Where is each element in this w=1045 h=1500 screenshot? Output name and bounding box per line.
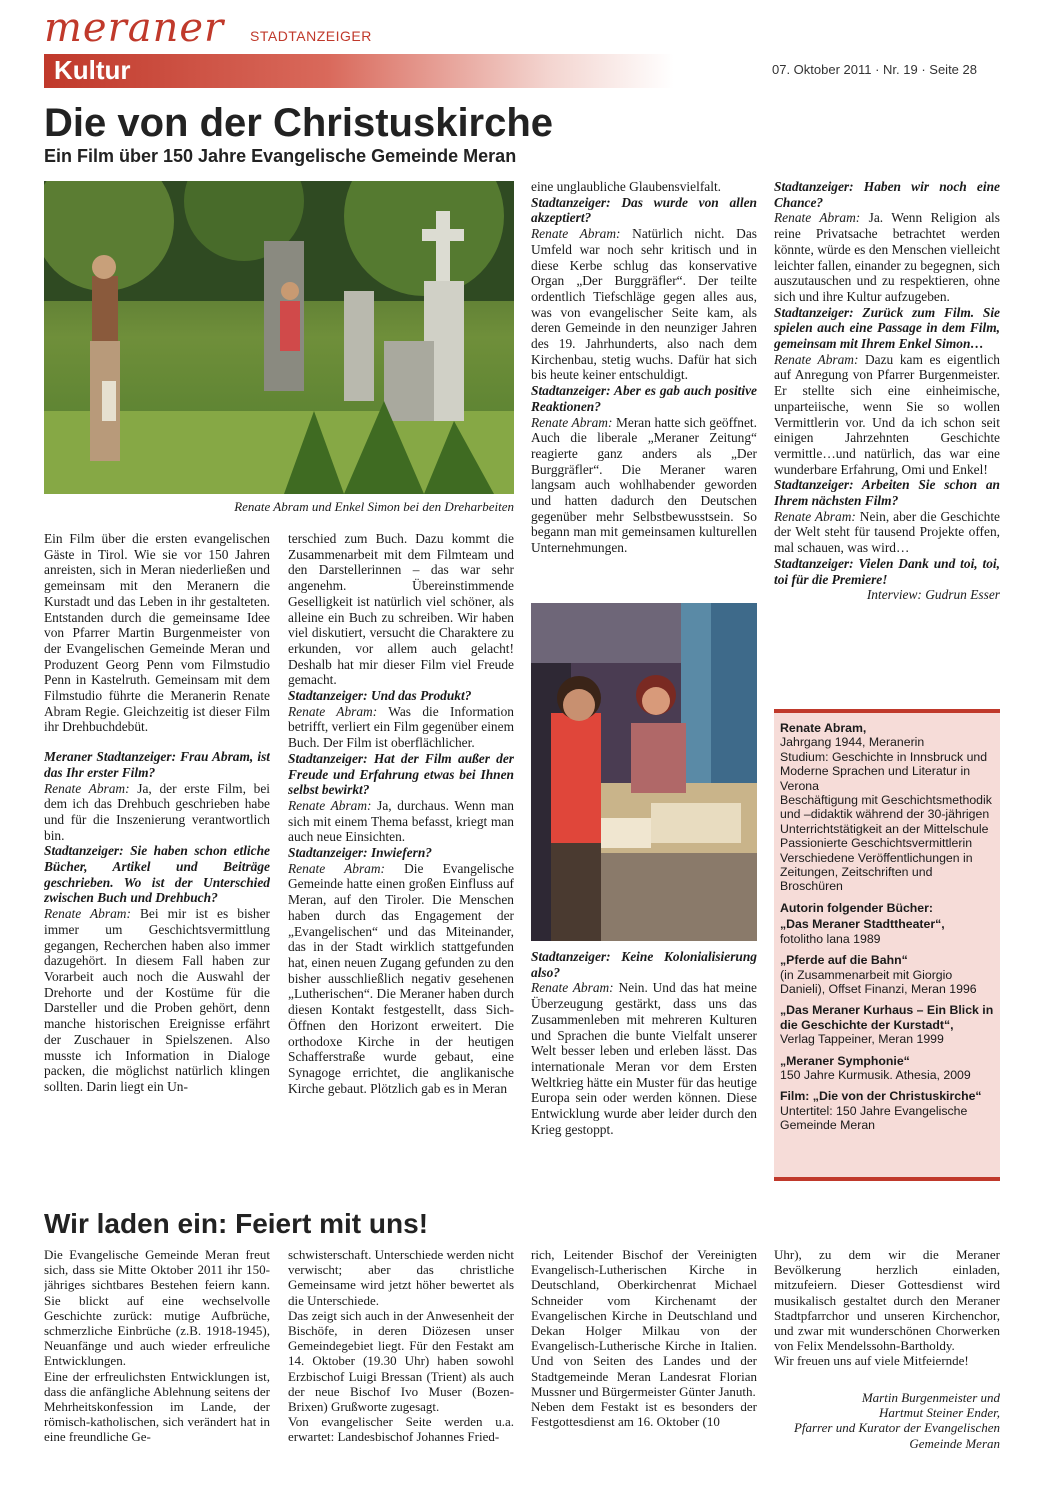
article2-headline: Wir laden ein: Feiert mit uns! [44, 1208, 429, 1239]
masthead-logo: meraner [44, 5, 225, 51]
article-column-3-bottom [531, 949, 757, 1181]
article-column-1 [44, 531, 270, 1181]
article2-column-3: rich, Leitender Bischof der Vereinigten Evangelisch-Lutherischen Kirche in Deutschland, Oberkirchenrat Michael Schneider vom Kirchenamt der Evangelischen Kirche in Deutschland und Dekan Holger Milkau von der Evangelisch-Lutherische Kirche in Italien. Und von Seiten des Landes und der Stadtgemeinde Meran Landesrat Florian Mussner und Bürgermeister Günter Januth. Neben dem Festakt ist es besonders der Festgottesdienst am 16. Oktober (10 [531, 1247, 757, 1430]
paragraph: Stadtanzeiger: Aber es gab auch positive Reaktionen? Renate Abram: Meran hatte sich geöffnet. Auch die liberale „Meraner Zeitung“ reagierte ganz anders als „Der Burggräfler“. Die Meraner waren langsam auch wohlhabender geworden und hatten dadurch den Deutschen gegenüber mehr Selbstbewusstsein. So begann man mit gemeinsamen kulturellen Unternehmungen. [531, 383, 757, 556]
infobox-books-heading: Autorin folgender Bücher: [780, 900, 934, 915]
article-subheadline: Ein Film über 150 Jahre Evangelische Gemeinde Meran [44, 146, 517, 166]
paragraph: eine unglaubliche Glaubensvielfalt. [531, 179, 722, 194]
infobox-book: „Das Meraner Kurhaus – Ein Blick in die Geschichte der Kurstadt“, Verlag Tappeiner, Meran 1999 [780, 1003, 994, 1047]
interview-credit: Interview: Gudrun Esser [866, 587, 1000, 603]
paragraph: Stadtanzeiger: Vielen Dank und toi, toi, toi für die Premiere! [774, 555, 1000, 587]
photo-cemetery [44, 181, 514, 494]
article-column-3-top [531, 179, 757, 597]
article2-signature: Martin Burgenmeister und Hartmut Steiner Ender, Pfarrer und Kurator der Evangelischen Gemeinde Meran [793, 1390, 1000, 1451]
photo-archive [531, 603, 757, 941]
masthead-subtitle: STADTANZEIGER [250, 28, 372, 44]
infobox-bio [780, 721, 994, 894]
paragraph: Stadtanzeiger: Und das Produkt? Renate Abram: Was die Information betrifft, verliert ein Film gegenüber einem Buch. Der Film ist oberflächlicher. [288, 688, 514, 751]
infobox-bio-text: Jahrgang 1944, Meranerin Studium: Geschichte in Innsbruck und Moderne Sprachen und Literatur in Verona Beschäftigung mit Geschichtsmethodik und –didaktik während der 30-jährigen Unterrichtstätigkeit an der Mittelschule Passionierte Geschichtsvermittlerin Verschiedene Veröffentlichungen in Zeitungen, Zeitschriften und Broschüren [780, 735, 992, 894]
paragraph: Stadtanzeiger: Inwiefern? Renate Abram: Die Evangelische Gemeinde hatte einen großen Einfluss auf Meran, auf den Tiroler. Die Menschen haben durch das Engagement der „Evangelischen“ und das Miteinander, das in der Stadt wirklich stattgefunden hat, einen neuen Zugang gefunden zu den bisher ausschließlich negativ gesehenen „Lutherischen“. Die Meraner haben durch diesen Kontakt festgestellt, dass Sich-Öffnen den Horizont erweitert. Die orthodoxe Kirche in der heutigen Schafferstraße wurde gebaut, eine Synagoge errichtet, die anglikanische Kirche gebaut. Plötzlich gab es in Meran [288, 845, 514, 1096]
paragraph: Stadtanzeiger: Das wurde von allen akzeptiert? Renate Abram: Natürlich nicht. Das Umfeld war noch sehr kritisch und in diese Kerbe schlug das konservative Organ „Der Burggräfler“. Der teilte ordentlich Tiefschläge gegen alles aus, was von evangelischer Seite kam, als deren Gemeinde in den neunziger Jahren des 19. Jahrhunderts, also nach dem Kirchenbau, stetig wuchs. Dafür hat sich bis heute keiner entschuldigt. [531, 194, 757, 383]
infobox-film: Film: „Die von der Christuskirche“ Untertitel: 150 Jahre Evangelische Gemeinde Meran [780, 1089, 982, 1133]
paragraph: Ein Film über die ersten evangelischen Gäste in Tirol. Wie sie vor 150 Jahren anreisten, sich in Meran niederließen und gemeinsam mit den Meranern die Kurstadt und das Leben in ihr gestalteten. Entstanden durch die gemeinsame Idee von Pfarrer Martin Burgenmeister von der Evangelischen Gemeinde Meran und Produzent Georg Penn vom Filmstudio Penn in Kastelruth. Gemeinsam mit dem Filmstudio führte die Meranerin Renate Abram Regie. Gleichzeitig ist dieser Film ihr Drehbuchdebüt. [44, 531, 270, 735]
infobox-book: „Das Meraner Stadttheater“, fotolitho lana 1989 [780, 917, 945, 946]
issue-line: 07. Oktober 2011 · Nr. 19 · Seite 28 [772, 62, 977, 77]
article-column-2 [288, 531, 514, 1181]
article-headline: Die von der Christuskirche [44, 101, 554, 145]
author-infobox [774, 709, 1000, 1181]
article2-column-1: Die Evangelische Gemeinde Meran freut sich, dass sie Mitte Oktober 2011 ihr 150-jähriges sichtbares Bestehen feiern kann. Sie blickt auf eine wechselvolle Geschichte zurück: mutige Aufbrüche, schmerzliche Einbrüche (z.B. 1918-1945), Neuanfänge und auch wieder erfreuliche Entwicklungen. Eine der erfreulichsten Entwicklungen ist, dass die anfängliche Ablehnung seitens der Mehrheitskonfession im Lande, der römisch-katholischen, sich verändert hat in eine freundliche Ge- [44, 1247, 270, 1445]
article-column-4 [774, 179, 1000, 699]
infobox-name: Renate Abram, [780, 721, 867, 735]
photo-caption: Renate Abram und Enkel Simon bei den Dreharbeiten [234, 499, 514, 514]
paragraph: Stadtanzeiger: Keine Kolonialisierung also? Renate Abram: Nein. Und das hat meine Überzeugung gestärkt, dass uns das Zusammenleben mit mehreren Kulturen und Sprachen die bunte Vielfalt unserer Welt besser leben und erleben lässt. Das internationale Meran vor dem Ersten Weltkrieg hätte ein Muster für das heutige Europa sein oder werden können. Diese Entwicklung wurde aber leider durch den Krieg gestoppt. [531, 949, 757, 1137]
paragraph: Stadtanzeiger: Hat der Film außer der Freude und Erfahrung etwas bei Ihnen selbst bewirkt? Renate Abram: Ja, durchaus. Wenn man sich mit einem Thema befasst, kriegt man auch neue Einsichten. [288, 750, 514, 845]
paragraph: Stadtanzeiger: Haben wir noch eine Chance? Renate Abram: Ja. Wenn Religion als reine Privatsache betrachtet werden könnte, würde es den Menschen vielleicht leichter fallen, einander zu begegnen, sich auszutauschen und zu respektieren, ohne sich und ihre Kultur aufzugeben. [774, 179, 1000, 304]
paragraph: Meraner Stadtanzeiger: Frau Abram, ist das Ihr erster Film? Renate Abram: Ja, der erste Film, bei dem ich das Drehbuch geschrieben habe und für die Inszenierung verantwortlich bin. [44, 749, 270, 843]
article2-column-4: Uhr), zu dem wir die Meraner Bevölkerung herzlich einladen, mitzufeiern. Dieser Gottesdienst wird musikalisch gestaltet durch den Meraner Stadtpfarrchor und unseren Kirchenchor, und zwar mit wunderschönen Chorwerken von Felix Mendelssohn-Bartholdy. Wir freuen uns auf viele Mitfeiernde! [774, 1247, 1000, 1369]
section-label: Kultur [54, 55, 131, 85]
section-bar [44, 54, 674, 88]
infobox-book: „Meraner Symphonie“ 150 Jahre Kurmusik. Athesia, 2009 [780, 1053, 971, 1082]
paragraph: Stadtanzeiger: Sie haben schon etliche Bücher, Artikel und Beiträge geschrieben. Wo ist der Unterschied zwischen Buch und Drehbuch? Renate Abram: Bei mir ist es bisher immer um Geschichtsvermittlung gegangen, Recherchen haben also immer dazugehört. In diesem Fall haben zur Vorarbeit auch noch die Auswahl der Drehorte und der Kostüme für die Darsteller und die Proben gehört, denn manche historischen Ereignisse erfährt der Zuschauer in Spielszenen. Also musste ich Information in Dialoge packen, die möglichst natürlich klingen sollten. Darin liegt ein Un- [44, 843, 270, 1094]
paragraph: terschied zum Buch. Dazu kommt die Zusammenarbeit mit dem Filmteam und den Darstellerinnen – das war sehr angenehm. Übereinstimmende Geselligkeit ist natürlich viel schöner, als alleine ein Buch zu schreiben. Wir haben viel diskutiert, versucht die Charaktere zu erkunden, vor allem auch gelacht! Deshalb hat mir dieser Film viel Freude gemacht. [288, 531, 514, 688]
paragraph: Stadtanzeiger: Arbeiten Sie schon an Ihrem nächsten Film? Renate Abram: Nein, aber die Geschichte der Welt steht für tausend Projekte offen, mal schauen, was wird… [774, 477, 1000, 556]
article2-column-2: schwisterschaft. Unterschiede werden nicht verwischt; aber das christliche Gemeinsame wird jetzt höher bewertet als die Unterschiede. Das zeigt sich auch in der Anwesenheit der Bischöfe, in deren Diözesen unser Gemeindegebiet liegt. Für den Festakt am 14. Oktober (19.30 Uhr) haben sowohl Erzbischof Luigi Bressan (Trient) als auch der neue Bischof Ivo Muser (Bozen-Brixen) Grußworte zugesagt. Von evangelischer Seite werden u.a. erwartet: Landesbischof Johannes Fried- [288, 1247, 514, 1445]
infobox-book: „Pferde auf die Bahn“ (in Zusammenarbeit mit Giorgio Danieli), Offset Finanzi, Meran 1996 [780, 953, 977, 996]
paragraph: Stadtanzeiger: Zurück zum Film. Sie spielen auch eine Passage in dem Film, gemeinsam mit Ihrem Enkel Simon… Renate Abram: Dazu kam es eigentlich auf Anregung von Pfarrer Burgenmeister. Er stellte sich eine einheimische, unparteiische, wenn Sie so wollen Vermittlerin vor. Und da ich schon seit einigen Jahrzehnten Geschichte vermittle…und natürlich, das war eine wunderbare Erfahrung, Omi und Enkel! [774, 304, 1000, 477]
